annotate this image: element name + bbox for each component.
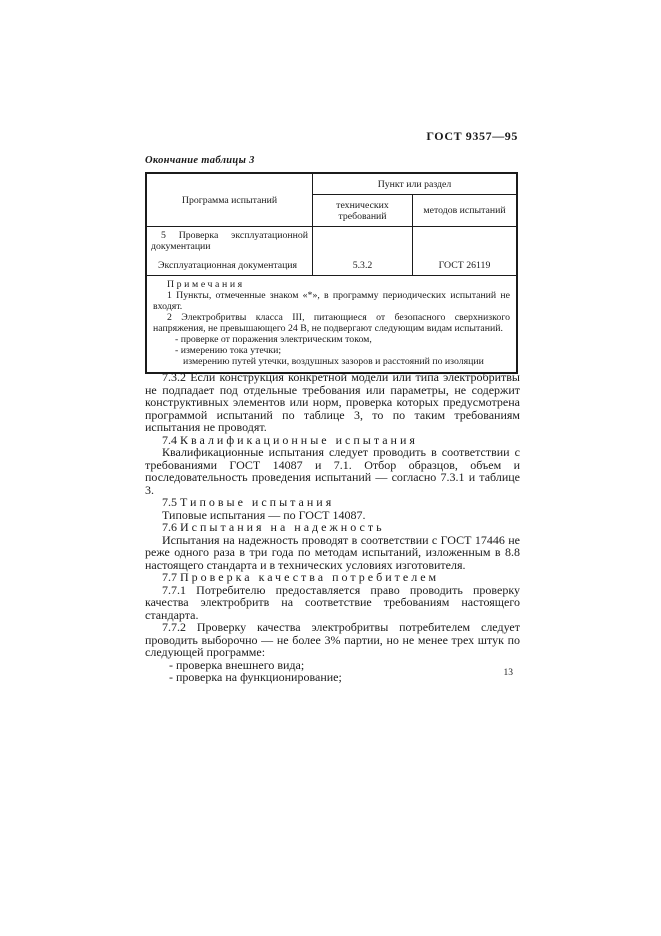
note-list-item-3: измерению путей утечки, воздушных зазоров и расстояний по изоляции bbox=[183, 356, 484, 367]
notes-title: Примечания bbox=[167, 279, 245, 290]
paragraph-7-6: Испытания на надежность проводят в соответствии с ГОСТ 17446 не реже одного раза в три года по методам испытаний, изложенным в 8.8 настоящего стандарта и в технических условиях изготовителя. bbox=[145, 532, 520, 572]
cell-technical-clause: 5.3.2 bbox=[313, 227, 413, 275]
table-header bbox=[147, 174, 516, 226]
paragraph-7-5: Типовые испытания — по ГОСТ 14087. bbox=[162, 507, 366, 522]
note-item-2: 2 Электробритвы класса III, питающиеся от безопасного сверхнизкого напряжения, не превышающего 24 В, не подвергают следующим видам испытаний. bbox=[153, 312, 510, 334]
note-list-item-2: - измерению тока утечки; bbox=[175, 345, 282, 356]
cell-program bbox=[147, 227, 313, 275]
table-notes bbox=[147, 275, 516, 372]
section-title-7-5: Типовые испытания bbox=[180, 495, 335, 509]
table-row bbox=[147, 226, 516, 275]
page-number: 13 bbox=[503, 668, 513, 678]
cell-method-clause: ГОСТ 26119 bbox=[438, 260, 491, 271]
section-title-7-4: Квалификационные испытания bbox=[180, 432, 418, 447]
column-header-technical-requirements: технических требований bbox=[313, 195, 413, 226]
section-title-7-6: Испытания на надежность bbox=[180, 520, 385, 534]
section-heading-7-7 bbox=[145, 571, 520, 584]
paragraph-7-7-1: 7.7.1 Потребителю предоставляется право проводить проверку качества электробритв на соответствие требованиям настоящего стандарта. bbox=[145, 582, 520, 622]
column-header-clause-group: Пункт или раздел bbox=[313, 174, 516, 195]
column-header-program: Программа испытаний bbox=[147, 174, 313, 226]
section-title-7-7: Проверка качества потребителем bbox=[180, 570, 440, 584]
note-item-1: 1 Пункты, отмеченные знаком «*», в программу периодических испытаний не входят. bbox=[153, 290, 510, 312]
program-list-item-2: - проверка на функционирование; bbox=[169, 670, 342, 684]
paragraph-7-7-2: 7.7.2 Проверку качества электробритвы потребителем следует проводить выборочно — не более 3% партии, но не менее трех штук по следующей программе: bbox=[145, 620, 520, 659]
note-list-item-1: - проверке от поражения электрическим током, bbox=[175, 334, 372, 345]
column-header-test-methods: методов испытаний bbox=[423, 205, 506, 216]
section-heading-7-6 bbox=[145, 521, 520, 534]
section-number-7-6: 7.6 bbox=[162, 520, 177, 534]
standard-designation: ГОСТ 9357—95 bbox=[426, 129, 518, 143]
paragraph-7-4: Квалификационные испытания следует проводить в соответствии с требованиями ГОСТ 14087 и 7.1. Отбор образцов, объем и последовательность проведения испытаний — согласно 7.3.1 и таблице 3. bbox=[145, 445, 520, 497]
test-program-table bbox=[145, 172, 518, 374]
table-caption: Окончание таблицы 3 bbox=[145, 155, 255, 166]
row-group-title: 5 Проверка эксплуатационной документации bbox=[151, 230, 308, 252]
section-number-7-4: 7.4 bbox=[162, 432, 177, 447]
row-item-label: Эксплуатационная документация bbox=[158, 260, 298, 271]
section-number-7-5: 7.5 bbox=[162, 495, 177, 509]
document-body bbox=[145, 371, 520, 684]
section-heading-7-5 bbox=[145, 496, 520, 509]
paragraph-7-3-2: 7.3.2 Если конструкция конкретной модели или типа электробритвы не подпадает под отдельные требования или параметры, не содержит конструктивных элементов или норм, проверка которых предусмотрена программой испытаний по таблице 3, то по таким требованиям испытания не проводят. bbox=[145, 370, 520, 434]
section-number-7-7: 7.7 bbox=[162, 570, 177, 584]
program-list-item-1: - проверка внешнего вида; bbox=[169, 657, 305, 672]
